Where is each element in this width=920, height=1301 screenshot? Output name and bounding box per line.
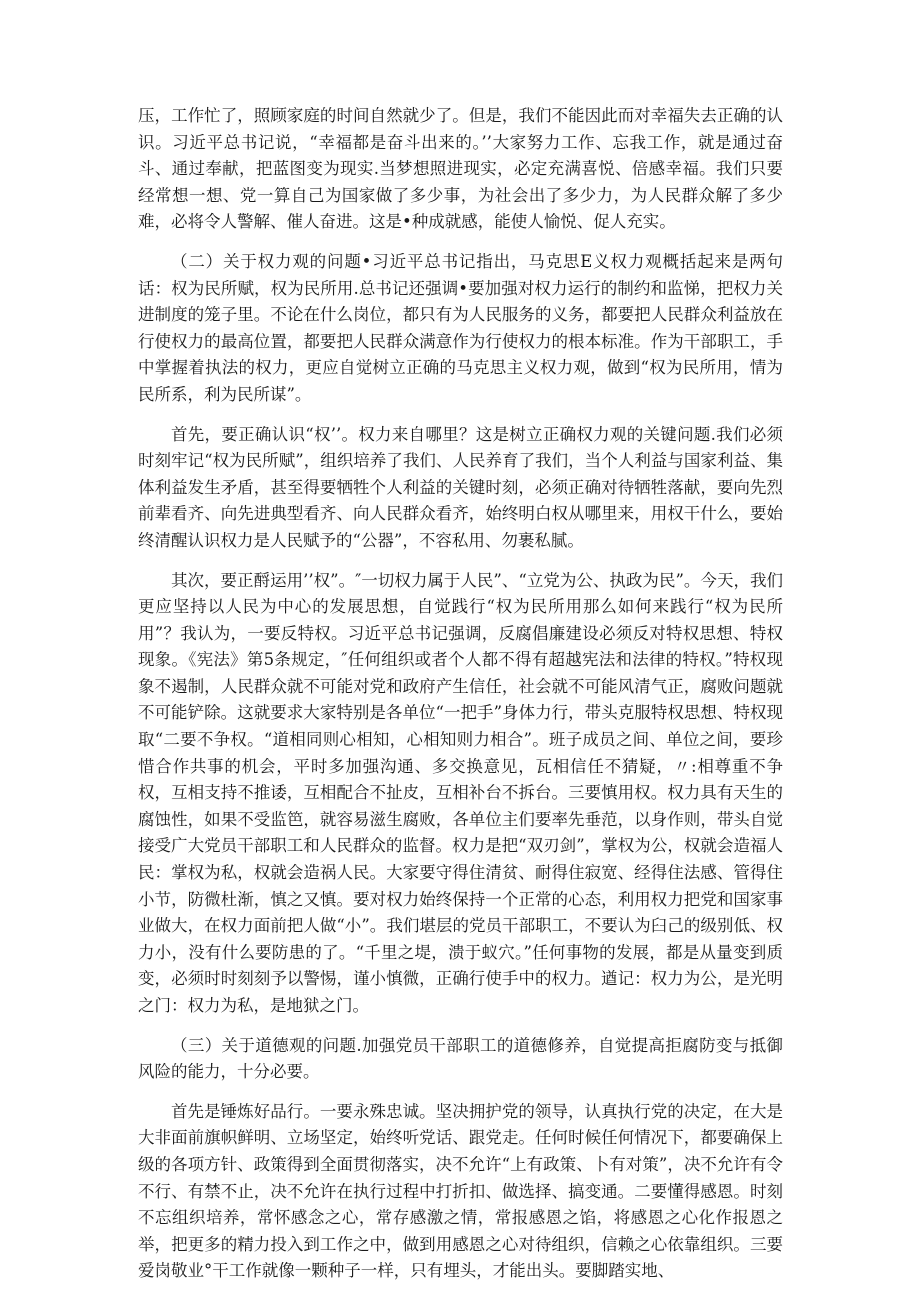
paragraph-recognize-power: 首先，要正确认识“权’’。权力来自哪里？这是树立正确权力观的关键问题.我们必须时刻牢记“权为民所赋”，组织培养了我们、人民养育了我们，当个人利益与国家利益、集体利益发生矛盾，甚至得要牺牲个人利益的关键时刻，必须正确对待牺牲落献，要向先烈前辈看齐、向先进典型看齐、向人民群众看齐，始终明白权从哪里来，用权干什么，要始终清醒认识权力是人民赋予的“公器”，不容私用、勿裹私腻。 (138, 424, 783, 550)
paragraph-morality-heading: （三）关于道德观的问题.加强党员干部职工的道德修养，自觉提高拒腐防变与抵御风险的能力，十分必要。 (138, 1035, 783, 1082)
paragraph-power-view-heading: （二）关于权力观的问题•习近平总书记指出，马克思E义权力观概括起来是两句话：权为民所赋，权为民所用.总书记还强调•要加强对权力运行的制约和监悌，把权力关进制度的笼子里。不论在什么岗位，都只有为人民服务的义务，都要把人民群众利益放在行使权力的最高位置，都要把人民群众满意作为行使权力的根本标准。作为干部职工，手中掌握着执法的权力，更应自觉树立正确的马克思主义权力观，做到“权为民所用，情为民所系，利为民所谋”。 (138, 251, 783, 404)
paragraph-character: 首先是锤炼好品行。一要永殊忠诚。坚决拥护党的领导，认真执行党的决定，在大是大非面前旗帜鲜明、立场坚定，始终听党话、跟党走。任何时候任何情况下，都要确保上级的各项方针、政策得到全面贯彻落实，决不允许“上有政策、卜有对策”，决不允许有令不行、有禁不止，决不允许在执行过程中打折扣、做选择、搞变通。二要懂得感恩。时刻不忘组织培养，常怀感念之心，常存感激之情，常报感恩之馅，将感恩之心化作报恩之举，把更多的精力投入到工作之中，做到用感恩之心对待组织，信赖之心依靠组织。三要爱岗敬业°干工作就像一颗种子一样，只有埋头，才能出头。要脚踏实地、 (138, 1101, 783, 1281)
paragraph-use-power: 其次，要正酹运用’’权”。″一切权力属于人民”、“立党为公、执政为民”。今天，我们更应坚持以人民为中心的发展思想，自觉践行“权为民所用那么如何来践行“权为民所用”？我认为，一要反特权。习近平总书记强调，反腐倡廉建设必须反对特权思想、特权现象。《宪法》第5条规定，″任何组织或者个人都不得有超越宪法和法律的特权。”特权现象不遏制，人民群众就不可能对党和政府产生信任，社会就不可能风清气正，腐败问题就不可能铲除。这就要求大家特别是各单位“一把手”身体力行，带头克服特权思想、特权现取“二要不争权。“道相同则心相知，心相知则力相合”。班子成员之间、单位之间，要珍惜合作共事的机会，平时多加强沟通、多交换意见，瓦相信任不猜疑，〃:相尊重不争权，互相支持不推诿，互相配合不扯皮，互相补台不拆台。三要慎用权。权力具有天生的腐蚀性，如果不受监笆，就容易滋生腐败，各单位主们要率先垂范，以身作则，带头自觉接受广大党员干部职工和人民群众的监督。权力是把“双刃剑”，掌权为公，权就会造福人民：掌权为私，权就会造祸人民。大家要守得住清贫、耐得住寂宽、经得住法感、管得住小节，防微杜渐，慎之又慎。要对权力始终保持一个正常的心态，利用权力把党和国家事业做大，在权力面前把人做“小”。我们堪层的党员干部职工，不要认为臼己的级别低、权力小，没有什么要防患的了。“千里之堤，溃于蚁穴。”任何事物的发展，都是从量变到质变，必须时时刻刻予以警惕，谨小慎微，正确行使手中的权力。遒记：权力为公，是光明之门：权力为私，是地狱之门。 (138, 570, 783, 1015)
document-body (138, 103, 783, 1298)
paragraph-happiness-continued: 压，工作忙了，照顾家庭的时间自然就少了。但是，我们不能因此而对幸福失去正确的认识。习近平总书记说，“幸福都是奋斗出来的。’’大家努力工作、忘我工作，就是通过奋斗、通过奉献，把蓝图变为现实.当梦想照进现实，必定充满喜悦、倍感幸福。我们只要经常想一想、党一算自己为国家做了多少事，为社会出了多少力，为人民群众解了多少难，必将令人警解、催人奋进。这是•种成就感，能使人愉悦、促人充实。 (138, 106, 783, 232)
